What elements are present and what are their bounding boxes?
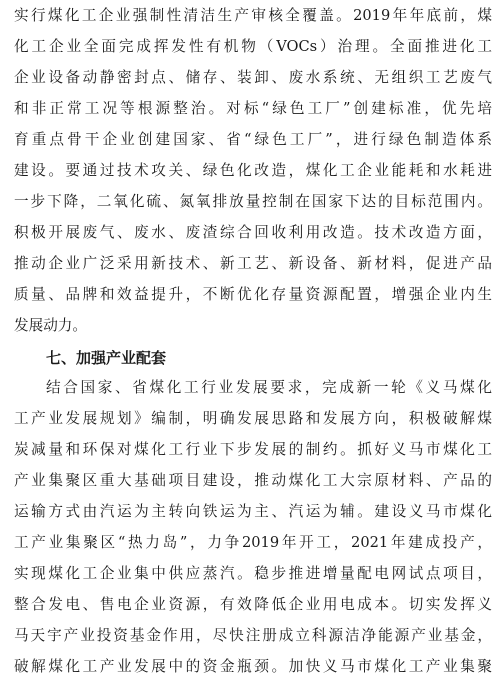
text-line: 推动企业广泛采用新技术、新工艺、新设备、新材料，促进产品 (14, 255, 492, 272)
text-line: 和非正常工况等根源整治。对标“绿色工厂”创建标准，优先培 (14, 100, 492, 117)
text-line: 炭减量和环保对煤化工行业下步发展的制约。抓好义马市煤化工 (14, 441, 492, 458)
text-line: 结合国家、省煤化工行业发展要求，完成新一轮《义马煤化 (46, 379, 492, 396)
text-line: 马天宇产业投资基金作用，尽快注册成立科源洁净能源产业基金， (14, 627, 492, 644)
text-line: 运输方式由汽运为主转向铁运为主、汽运为辅。建设义马市煤化 (14, 503, 492, 520)
text-line: 整合发电、售电企业资源，有效降低企业用电成本。切实发挥义 (14, 596, 492, 613)
text-line: 发展动力。 (14, 317, 87, 334)
text-line: 工产业发展规划》编制，明确发展思路和发展方向，积极破解煤 (14, 410, 492, 427)
section-heading: 七、加强产业配套 (46, 349, 167, 367)
text-line: 产业集聚区重大基础项目建设，推动煤化工大宗原材料、产品的 (14, 472, 492, 489)
text-line: 一步下降，二氧化硫、氮氧排放量控制在国家下达的目标范围内。 (14, 193, 492, 210)
text-line: 实行煤化工企业强制性清洁生产审核全覆盖。2019年年底前，煤 (14, 7, 492, 24)
text-line: 实现煤化工企业集中供应蒸汽。稳步推进增量配电网试点项目， (14, 565, 492, 582)
text-line: 化工企业全面完成挥发性有机物（VOCs）治理。全面推进化工 (14, 38, 492, 55)
text-line: 积极开展废气、废水、废渣综合回收利用改造。技术改造方面， (14, 224, 492, 241)
text-line: 建设。要通过技术攻关、绿色化改造，煤化工企业能耗和水耗进 (14, 162, 492, 179)
text-line: 破解煤化工产业发展中的资金瓶颈。加快义马市煤化工产业集聚 (14, 658, 492, 675)
text-line: 企业设备动静密封点、储存、装卸、废水系统、无组织工艺废气 (14, 69, 492, 86)
text-line: 工产业集聚区“热力岛”，力争2019年开工，2021年建成投产， (14, 534, 492, 551)
text-line: 育重点骨干企业创建国家、省“绿色工厂”，进行绿色制造体系 (14, 131, 492, 148)
text-line: 质量、品牌和效益提升，不断优化存量资源配置，增强企业内生 (14, 286, 492, 303)
